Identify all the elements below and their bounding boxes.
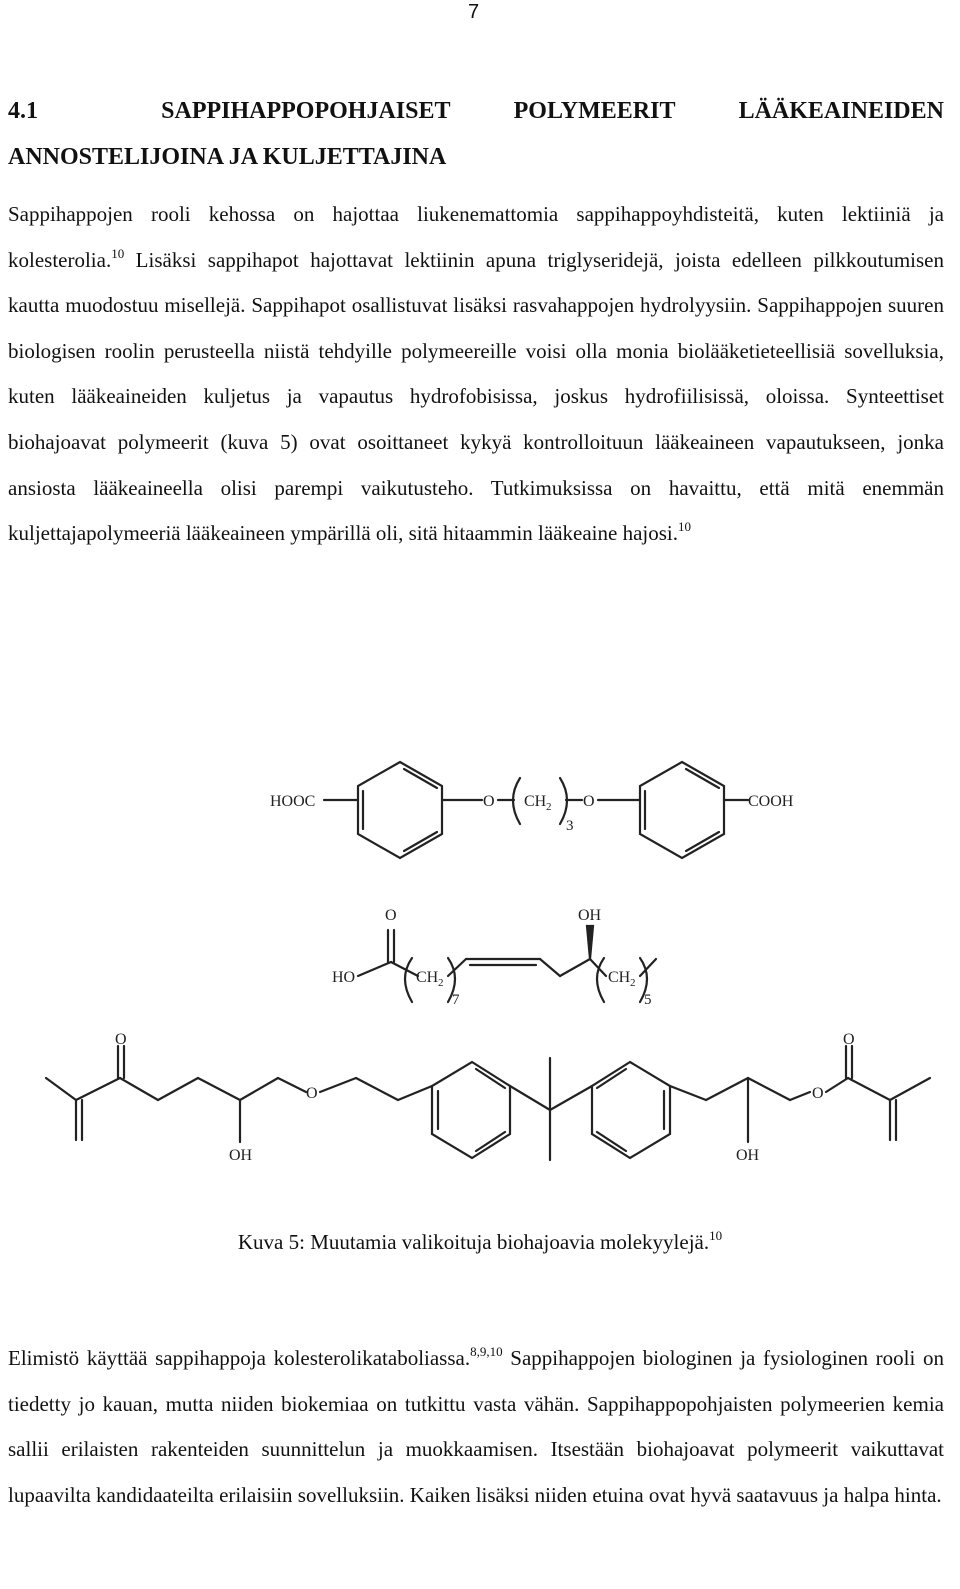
molecule-1-diacid [324, 762, 748, 858]
paragraph-intro-text-1: Sappihappojen rooli kehossa on hajottaa liukenemattomia sappihappoyhdisteitä, kuten lektiiniä ja kolesterolia. [8, 202, 944, 272]
paragraph-intro [8, 192, 944, 557]
molecule-figure [0, 740, 960, 1180]
label-oh: OH [578, 907, 602, 924]
label-oh: OH [736, 1147, 760, 1164]
heading-word-3: LÄÄKEAINEIDEN [738, 98, 944, 124]
figure-caption-text: Kuva 5: Muutamia valikoituja biohajoavia molekyylejä. [237, 1230, 710, 1254]
benzene-ring-left [358, 762, 442, 858]
label-repeat-count: 3 [566, 818, 574, 834]
benzene-ring-right [592, 1062, 670, 1158]
paragraph-intro-text-2: Lisäksi sappihapot hajottavat lektiinin apuna triglyseridejä, joista edelleen pilkkoutumisen kautta muodostuu misellejä. Sappihapot osallistuvat lisäksi rasvahappojen hydrolyysiin. Sappihappojen suuren biologisen roolin perusteella niistä tehdyille polymeereille voisi olla monia biolääketieteellisiä sovelluksia, kuten lääkeaineiden kuljetus ja vapautus hydrofobisissa, joskus hydrofiilisissä, oloissa. Synteettiset biohajoavat polymeerit (kuva 5) ovat osoittaneet kykyä kontrolloituun lääkeaineen vapautukseen, jonka ansiosta lääkeaineella olisi parempi vaikutusteho. Tutkimuksissa on havaittu, että mitä enemmän kuljettajapolymeeriä lääkeaineen ympärillä oli, sitä hitaammin lääkeaine hajosi. [8, 247, 944, 546]
label-repeat-count: 7 [452, 992, 460, 1008]
bracket-open [597, 958, 604, 1002]
label-o: O [583, 793, 595, 810]
wedge-bond [587, 926, 593, 959]
label-o: O [812, 1085, 824, 1102]
molecule-2-fatty-acid [358, 926, 656, 1002]
citation-ref: 10 [678, 519, 691, 535]
label-repeat-count: 5 [644, 992, 652, 1008]
section-heading-line1 [8, 88, 944, 134]
heading-word-2: POLYMEERIT [513, 98, 676, 124]
label-o: O [115, 1031, 127, 1048]
paragraph-closing-text-2: Sappihappojen biologinen ja fysiologinen rooli on tiedetty jo kauan, mutta niiden biokemiaa on tutkittu vasta vähän. Sappihappopohjaisten polymeerien kemia sallii erilaisten rakenteiden suunnittelun ja muokkaamisen. Itsestään biohajoavat polymeerit vaikuttavat lupaavilta kandidaateilta erilaisiin sovelluksiin. Kaiken lisäksi niiden etuina ovat hyvä saatavuus ja halpa hinta. [8, 1346, 944, 1507]
heading-word-1: SAPPIHAPPOPOHJAISET [161, 98, 451, 124]
bracket-open [513, 778, 520, 824]
section-heading-line2: ANNOSTELIJOINA JA KULJETTAJINA [8, 144, 447, 170]
benzene-ring-left [432, 1062, 510, 1158]
label-o: O [385, 907, 397, 924]
label-oh: OH [229, 1147, 253, 1164]
label-ch2: CH [524, 793, 547, 810]
benzene-ring-right [640, 762, 724, 858]
label-o: O [306, 1085, 318, 1102]
citation-ref: 10 [111, 245, 125, 261]
label-subscript: 2 [546, 801, 552, 813]
label-subscript: 2 [438, 977, 444, 989]
paragraph-closing-text-1: Elimistö käyttää sappihappoja kolesterolikataboliassa. [8, 1346, 471, 1370]
label-o: O [483, 793, 495, 810]
page-number: 7 [468, 1, 480, 23]
label-hooc: HOOC [270, 793, 316, 810]
label-ch2: CH [416, 969, 439, 986]
figure-caption [0, 1222, 960, 1262]
paragraph-closing [8, 1336, 944, 1518]
label-ch2: CH [608, 969, 631, 986]
label-cooh: COOH [748, 793, 794, 810]
label-subscript: 2 [630, 977, 636, 989]
citation-ref: 8,9,10 [470, 1344, 503, 1359]
bracket-open [405, 958, 412, 1002]
label-o: O [843, 1031, 855, 1048]
section-heading [8, 88, 944, 180]
label-ho: HO [332, 969, 356, 986]
molecule-3-bisphenol-dimethacrylate [46, 1046, 930, 1160]
citation-ref: 10 [709, 1228, 723, 1243]
section-number: 4.1 [8, 98, 38, 124]
